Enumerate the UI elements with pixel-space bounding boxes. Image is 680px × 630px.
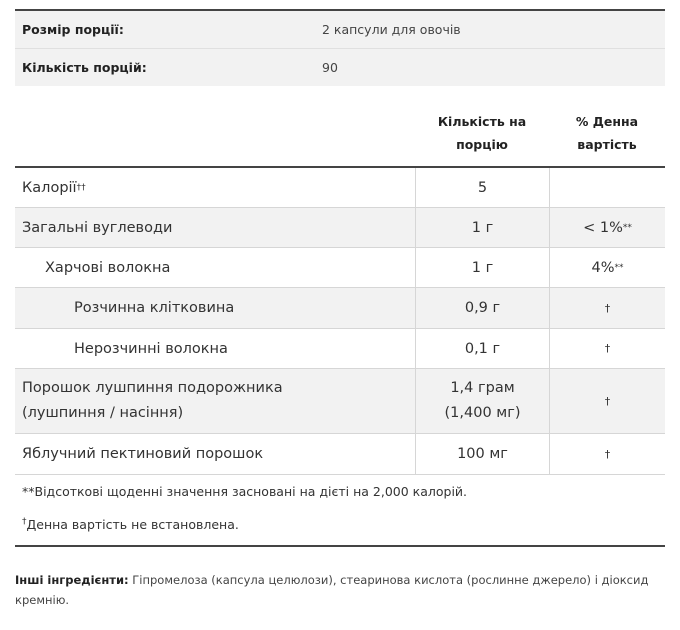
nutrient-dv: 4% **: [549, 248, 665, 287]
serving-size-label: Розмір порції:: [22, 22, 124, 37]
nutrient-amount: 5: [415, 168, 549, 207]
nutrient-dv: †: [549, 369, 665, 433]
nutrient-amount: 100 мг: [415, 434, 549, 474]
servings-count-row: [15, 48, 665, 86]
serving-size-value: 2 капсули для овочів: [322, 22, 461, 37]
nutrient-amount: 1,4 грам (1,400 мг): [415, 369, 549, 433]
nutrient-name: Порошок лушпиння подорожника (лушпиння / насіння): [22, 380, 283, 421]
percent-footnote: **Відсоткові щоденні значення засновані на дієті на 2,000 калорій.: [22, 484, 468, 499]
amount-column-header: Кількість на порцію: [437, 114, 527, 152]
table-row: [15, 168, 665, 208]
nutrient-dv: [549, 168, 665, 207]
dv-footnote: †Денна вартість не встановлена.: [22, 516, 239, 532]
nutrient-amount: 0,9 г: [415, 288, 549, 328]
serving-size-row: [15, 11, 665, 48]
nutrient-name: Харчові волокна: [45, 259, 171, 276]
nutrient-dv: †: [549, 288, 665, 328]
serving-info-table: [15, 9, 665, 86]
table-header: [15, 100, 665, 168]
table-row: [15, 248, 665, 288]
table-row: [15, 329, 665, 369]
nutrient-dv: †: [549, 329, 665, 368]
nutrient-name: Яблучний пектиновий порошок: [22, 446, 264, 462]
nutrient-amount: 1 г: [415, 208, 549, 247]
table-row: [15, 369, 665, 434]
nutrient-name: Загальні вуглеводи: [22, 219, 173, 236]
servings-count-label: Кількість порцій:: [22, 60, 147, 75]
table-row: [15, 208, 665, 248]
nutrient-name: Калорії ††: [22, 179, 86, 196]
nutrient-dv: †: [549, 434, 665, 474]
daily-value-column-header: % Денна вартість: [575, 114, 639, 152]
ingredients-label: Інші інгредієнти:: [15, 573, 129, 587]
nutrient-name: Розчинна клітковина: [74, 300, 235, 316]
table-row: [15, 434, 665, 475]
nutrient-dv: < 1% **: [549, 208, 665, 247]
nutrient-amount: 1 г: [415, 248, 549, 287]
servings-count-value: 90: [322, 60, 338, 75]
nutrition-table: [15, 100, 665, 475]
table-row: [15, 288, 665, 329]
nutrient-amount: 0,1 г: [415, 329, 549, 368]
ingredients-text: Гіпромелоза (капсула целюлози), стеаринова кислота (рослинне джерело) і діоксид кремнію.: [15, 573, 649, 607]
nutrient-name: Нерозчинні волокна: [74, 340, 228, 357]
other-ingredients: [15, 570, 655, 610]
footnotes: [15, 472, 665, 547]
